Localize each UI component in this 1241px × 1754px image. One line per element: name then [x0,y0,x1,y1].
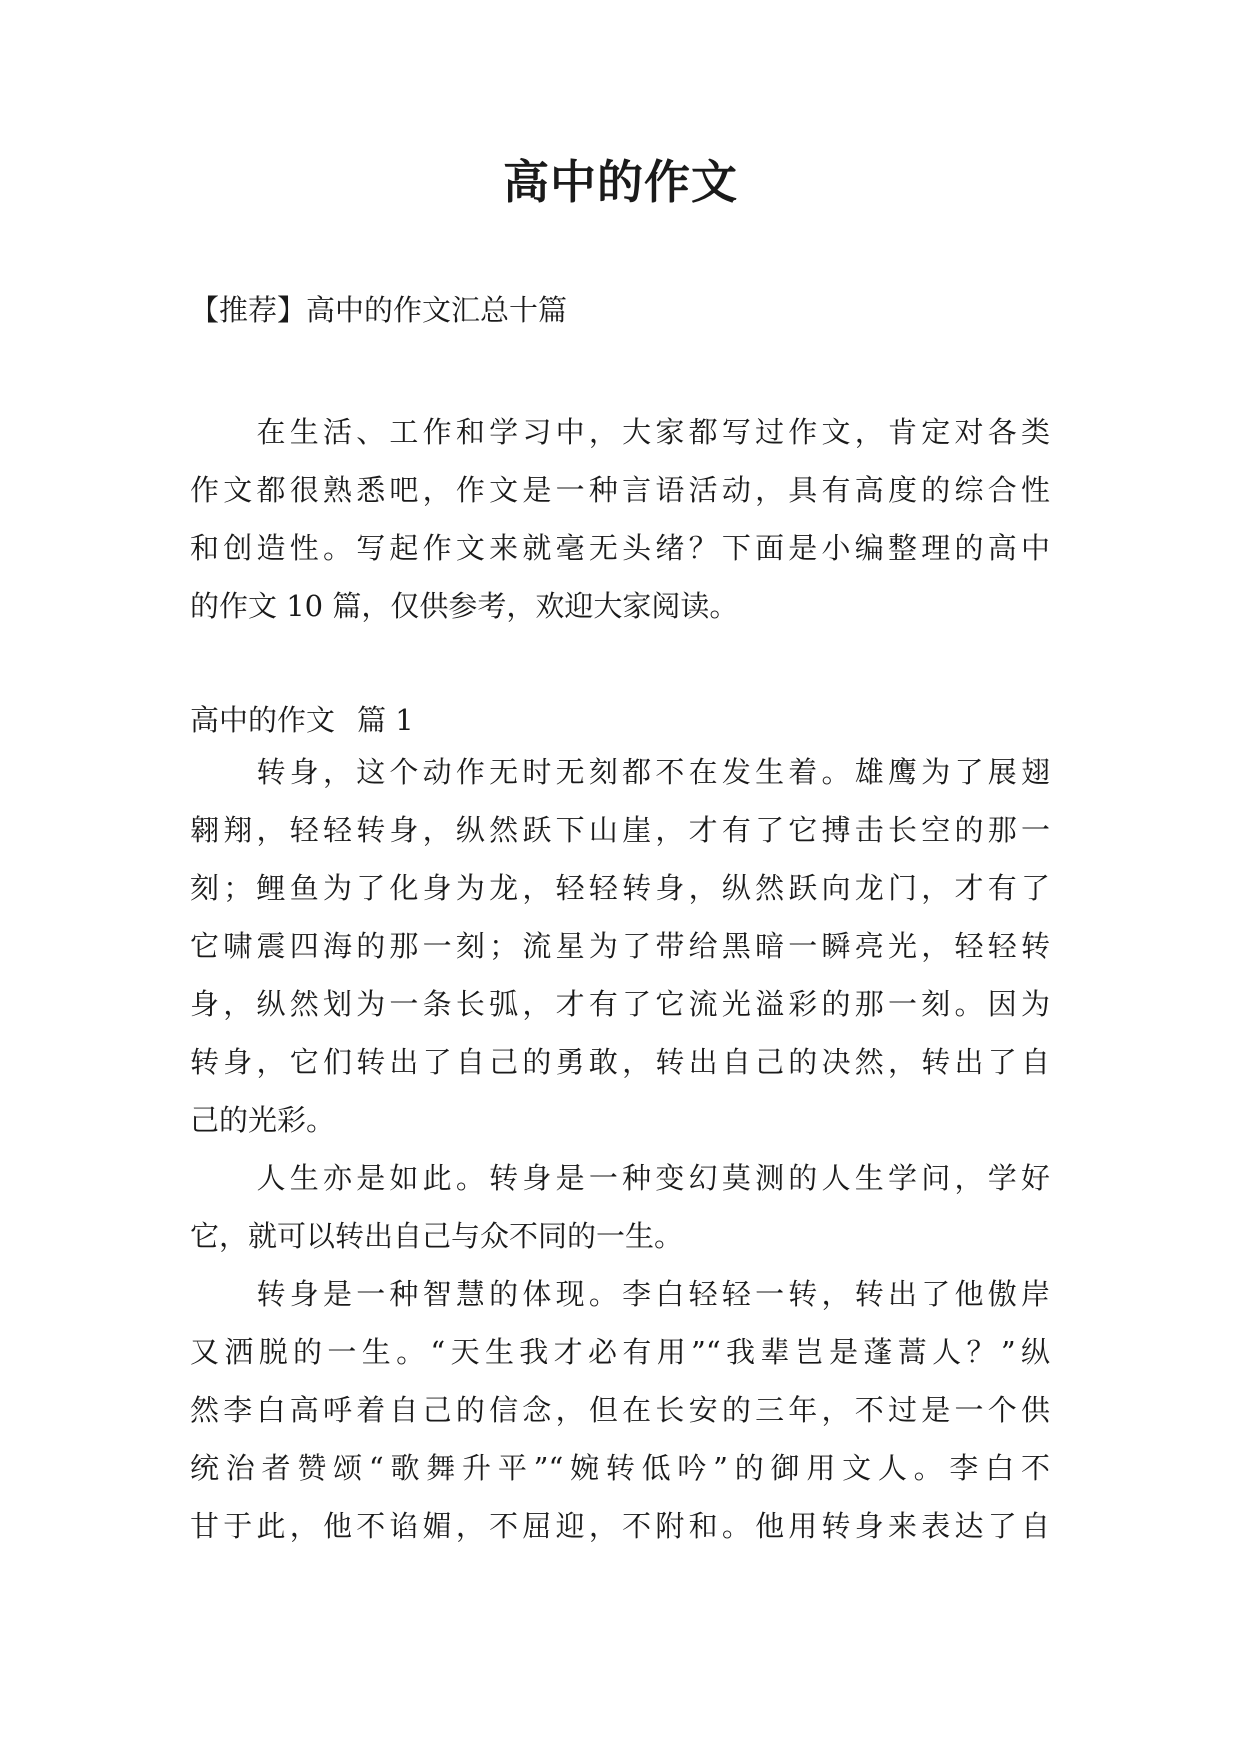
paragraph-line: 转身，它们转出了自己的勇敢，转出自己的决然，转出了自 [190,1045,1050,1079]
intro-line: 和创造性。写起作文来就毫无头绪？下面是小编整理的高中 [190,531,1050,565]
paragraph-line: 然李白高呼着自己的信念，但在长安的三年，不过是一个供 [190,1393,1050,1427]
paragraph-line: 翱翔，轻轻转身，纵然跃下山崖，才有了它搏击长空的那一 [190,813,1050,847]
intro-line: 在生活、工作和学习中，大家都写过作文，肯定对各类 [190,415,1050,449]
paragraph-line: 又洒脱的一生。“天生我才必有用”“我辈岂是蓬蒿人？”纵 [190,1335,1050,1369]
paragraph-line: 它，就可以转出自己与众不同的一生。 [190,1219,684,1253]
paragraph-line: 甘于此，他不谄媚，不屈迎，不附和。他用转身来表达了自 [190,1509,1050,1543]
essay-paragraph-2 [190,1149,1050,1265]
intro-line: 的作文 10 篇，仅供参考，欢迎大家阅读。 [190,589,739,623]
essay-paragraph-1 [190,743,1050,1149]
section-heading-number: 篇 1 [357,703,414,737]
paragraph-line: 转身，这个动作无时无刻都不在发生着。雄鹰为了展翅 [190,755,1050,789]
intro-paragraph [190,403,1050,635]
paragraph-line: 己的光彩。 [190,1103,336,1137]
paragraph-line: 它啸震四海的那一刻；流星为了带给黑暗一瞬亮光，轻轻转 [190,929,1050,963]
paragraph-line: 人生亦是如此。转身是一种变幻莫测的人生学问，学好 [190,1161,1050,1195]
intro-line: 作文都很熟悉吧，作文是一种言语活动，具有高度的综合性 [190,473,1050,507]
paragraph-line: 转身是一种智慧的体现。李白轻轻一转，转出了他傲岸 [190,1277,1050,1311]
paragraph-line: 统治者赞颂“歌舞升平”“婉转低吟”的御用文人。李白不 [190,1451,1050,1485]
section-heading [190,700,414,740]
document-title: 高中的作文 [503,155,738,209]
document-subtitle: 【推荐】高中的作文汇总十篇 [190,293,568,327]
paragraph-line: 刻；鲤鱼为了化身为龙，轻轻转身，纵然跃向龙门，才有了 [190,871,1050,905]
section-heading-label: 高中的作文 [190,703,336,737]
essay-paragraph-3 [190,1265,1050,1555]
paragraph-line: 身，纵然划为一条长弧，才有了它流光溢彩的那一刻。因为 [190,987,1050,1021]
